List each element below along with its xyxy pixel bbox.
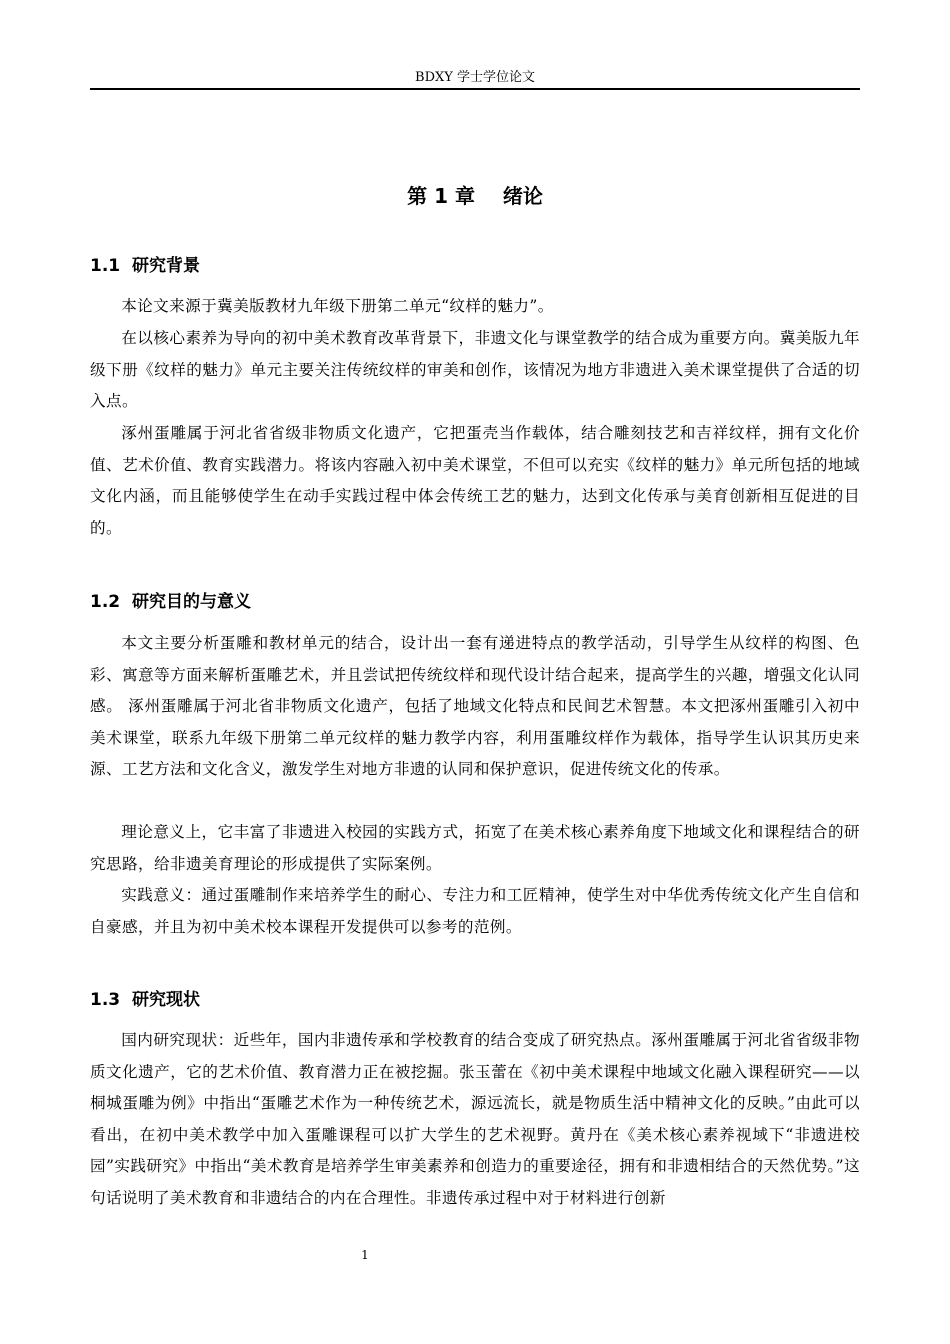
page-number-text: 1 (361, 1248, 369, 1262)
paragraph: 本论文来源于冀美版教材九年级下册第二单元“纹样的魅力”。 (121, 297, 554, 315)
paragraph: 在以核心素养为导向的初中美术教育改革背景下，非遗文化与课堂教学的结合成为重要方向。冀美版九年级下册《纹样的魅力》单元主要关注传统纹样的审美和创作，该情况为地方非遗进入美术课堂提供了合适的切入点。 (90, 329, 860, 410)
chapter-title: 第 1 章 绪论 (407, 184, 543, 208)
running-header: BDXY 学士学位论文 (415, 70, 535, 85)
paragraph: 理论意义上，它丰富了非遗进入校园的实践方式，拓宽了在美术核心素养角度下地域文化和课程结合的研究思路，给非遗美育理论的形成提供了实际案例。 (90, 823, 860, 873)
page-number (0, 1248, 950, 1262)
header-rule (90, 88, 860, 90)
paragraph: 涿州蛋雕属于河北省省级非物质文化遗产，它把蛋壳当作载体，结合雕刻技艺和吉祥纹样，拥有文化价值、艺术价值、教育实践潜力。将该内容融入初中美术课堂，不但可以充实《纹样的魅力》单元所包括的地域文化内涵，而且能够使学生在动手实践过程中体会传统工艺的魅力，达到文化传承与美育创新相互促进的目的。 (90, 424, 860, 537)
paragraph: 实践意义：通过蛋雕制作来培养学生的耐心、专注力和工匠精神，使学生对中华优秀传统文化产生自信和自豪感，并且为初中美术校本课程开发提供可以参考的范例。 (90, 886, 860, 936)
section-heading-background: 1.1 研究背景 (90, 256, 200, 276)
paragraph: 本文主要分析蛋雕和教材单元的结合，设计出一套有递进特点的教学活动，引导学生从纹样的构图、色彩、寓意等方面来解析蛋雕艺术，并且尝试把传统纹样和现代设计结合起来，提高学生的兴趣，增强文化认同感。 涿州蛋雕属于河北省非物质文化遗产，包括了地域文化特点和民间艺术智慧。本文把涿州蛋雕引入初中美术课堂，联系九年级下册第二单元纹样的魅力教学内容，利用蛋雕纹样作为载体，指导学生认识其历史来源、工艺方法和文化含义，激发学生对地方非遗的认同和保护意识，促进传统文化的传承。 (90, 634, 860, 778)
section-heading-status: 1.3 研究现状 (90, 990, 200, 1010)
paragraph: 国内研究现状：近些年，国内非遗传承和学校教育的结合变成了研究热点。涿州蛋雕属于河北省省级非物质文化遗产，它的艺术价值、教育潜力正在被挖掘。张玉蕾在《初中美术课程中地域文化融入课程研究——以桐城蛋雕为例》中指出“蛋雕艺术作为一种传统艺术，源远流长，就是物质生活中精神文化的反映。”由此可以看出，在初中美术教学中加入蛋雕课程可以扩大学生的艺术视野。黄丹在《美术核心素养视域下“非遗进校园”实践研究》中指出“美术教育是培养学生审美素养和创造力的重要途径，拥有和非遗相结合的天然优势。”这句话说明了美术教育和非遗结合的内在合理性。非遗传承过程中对于材料进行创新 (90, 1031, 860, 1207)
section-heading-purpose: 1.2 研究目的与意义 (90, 592, 251, 612)
